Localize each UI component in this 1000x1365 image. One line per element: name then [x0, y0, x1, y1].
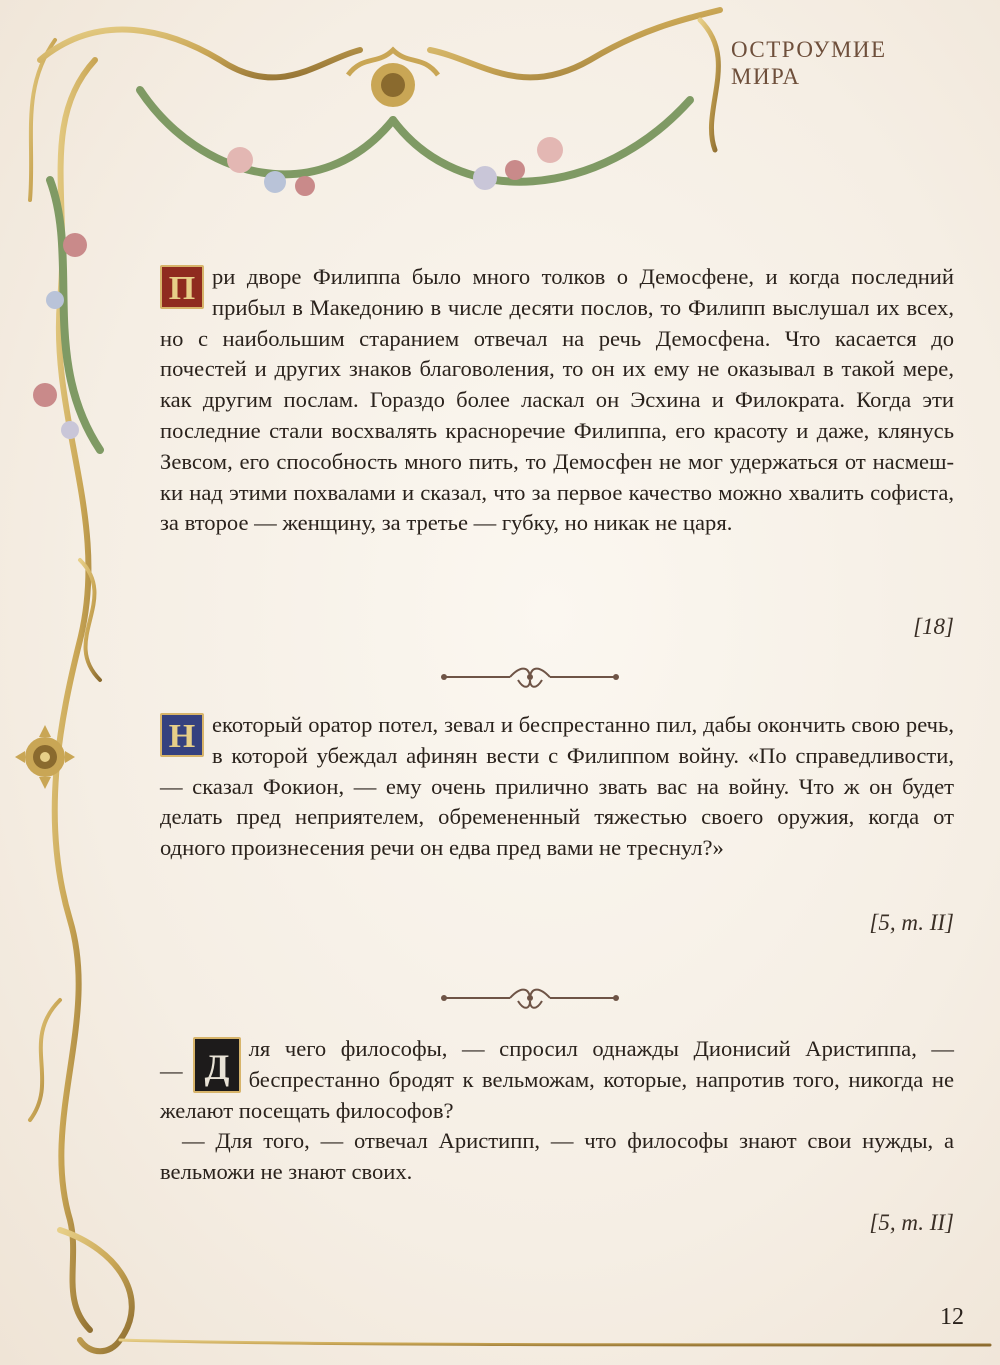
running-header: [731, 36, 971, 90]
section-divider-2: [440, 983, 620, 1013]
source-ref-2: [5, т. II]: [869, 910, 954, 935]
anecdote-2: [160, 710, 954, 864]
anecdote-2-text: екоторый оратор потел, зевал и беспрестанно пил, дабы окончить свою речь, в которой убеждал афинян вести с Филиппом войну. «По справедливости, — сказал Фокион, — ему очень прилично звать вас на войну. Что ж он будет делать пред неприятелем, обремененный тяжестью своего оружия, когда от одного произнесения речи он едва пред вами не треснул?»: [160, 712, 954, 861]
dropcap-letter-3: Д: [204, 1047, 229, 1087]
lead-dash: —: [160, 1058, 183, 1083]
header-line-1: ОСТРОУМИЕ: [731, 37, 887, 62]
dropcap-initial-2: [160, 713, 204, 757]
anecdote-1-text: ри дворе Филиппа было много толков о Демосфене, и когда последний прибыл в Македонию в числе десяти послов, то Филипп выслушал их всех, но с наибольшим старанием отвечал на речь Демосфена. Что касается до почестей и других знаков благоволения, то он их ему не оказывал в такой мере, как другим послам. Гораздо более ласкал он Эсхина и Филократа. Когда эти последние стали восхвалять красноречие Филиппа, его красоту и даже, клянусь Зевсом, его способность много пить, то Демосфен не мог удержаться от насмешки над этими похвалами и сказал, что за первое качество можно хвалить софиста, за второе — женщину, за третье — губку, но никак не царя.: [160, 264, 954, 536]
source-ref-3: [5, т. II]: [869, 1210, 954, 1235]
anecdote-1: [160, 262, 954, 539]
bottom-left-scroll: [60, 1230, 990, 1351]
dropcap-letter-2: Н: [168, 718, 196, 755]
left-rosette-ornament: [15, 725, 75, 789]
anecdote-3: [160, 1034, 954, 1188]
top-center-medallion: [348, 50, 438, 107]
page-number: 12: [940, 1304, 964, 1330]
header-line-2: МИРА: [731, 64, 801, 89]
dropcap-initial-1: [160, 265, 204, 309]
section-divider-1: [440, 662, 620, 692]
anecdote-3-text: ля чего философы, — спросил однажды Дионисий Аристиппа, — беспрестанно бродят к вельможам, которые, напротив того, никогда не желают посещать философов?: [160, 1036, 954, 1123]
dropcap-letter-1: П: [168, 270, 196, 307]
anecdote-3-reply: — Для того, — отвечал Аристипп, — что философы знают свои нужды, а вельможи не знают своих.: [160, 1128, 954, 1185]
dropcap-initial-3: [193, 1037, 241, 1093]
source-ref-1: [18]: [913, 614, 954, 639]
